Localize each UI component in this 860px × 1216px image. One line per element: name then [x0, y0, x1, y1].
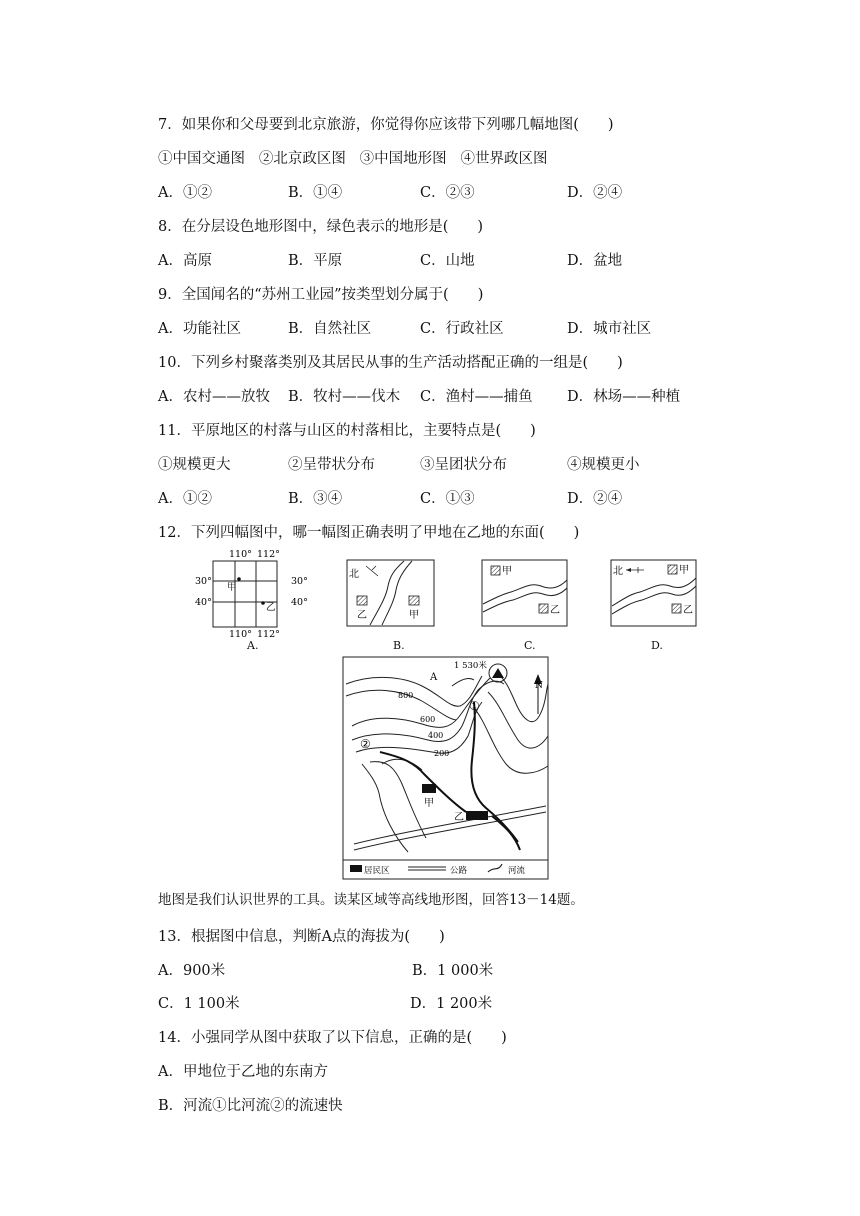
q11-option-b: B．③④: [288, 491, 343, 507]
q12-figure-a: [190, 545, 320, 653]
q7-option-c: C．②③: [420, 185, 475, 201]
q9-stem: 9．全国闻名的“苏州工业园”按类型划分属于( ): [158, 287, 484, 303]
q13-option-a: A．900米: [158, 963, 226, 979]
fig-d-caption: D.: [651, 639, 663, 652]
q7-option-d: D．②④: [567, 185, 623, 201]
contour-point-a: A: [430, 672, 438, 683]
q12-stem: 12．下列四幅图中，哪一幅图正确表明了甲地在乙地的东面( ): [158, 525, 580, 541]
q12-figure-d: [610, 558, 700, 628]
q9-option-b: B．自然社区: [288, 321, 372, 337]
fig-a-lat-40-left: 40°: [195, 597, 212, 608]
fig-a-lat-30-left: 30°: [195, 576, 212, 587]
contour-label-200: 200: [434, 749, 450, 758]
q7-item: ④世界政区图: [460, 151, 548, 167]
contour-label-600: 600: [420, 715, 436, 724]
river-label-2: ②: [360, 737, 371, 751]
fig-d-north: 北: [613, 566, 623, 577]
river-label-1: ①: [469, 699, 480, 713]
q11-option-a: A．①②: [158, 491, 212, 507]
q10-option-d: D．林场——种植: [567, 389, 681, 405]
fig-a-lon-112-top: 112°: [257, 549, 280, 560]
q10-option-a: A．农村——放牧: [158, 389, 270, 405]
legend-road: 公路: [450, 866, 468, 876]
q10-option-c: C．渔村——捕鱼: [420, 389, 533, 405]
q13-option-c: C．1 100米: [158, 996, 240, 1012]
q7-option-b: B．①④: [288, 185, 343, 201]
q9-option-a: A．功能社区: [158, 321, 241, 337]
fig-a-lon-110-bottom: 110°: [229, 629, 252, 640]
q7-items: [158, 147, 547, 168]
fig-c-jia: 甲: [502, 566, 512, 577]
q14-stem: 14．小强同学从图中获取了以下信息，正确的是( ): [158, 1030, 507, 1046]
fig-a-lon-110-top: 110°: [229, 549, 252, 560]
q8-stem: 8．在分层设色地形图中，绿色表示的地形是( ): [158, 219, 484, 235]
fig-b-jia: 甲: [409, 610, 419, 621]
fig-a-yi: 乙: [266, 602, 276, 613]
q13-option-d: D．1 200米: [410, 996, 493, 1012]
contour-jia: 甲: [424, 798, 434, 809]
fig-c-caption: C.: [524, 639, 536, 652]
contour-label-800: 800: [398, 691, 414, 700]
contour-label-400: 400: [428, 731, 444, 740]
q8-option-d: D．盆地: [567, 253, 623, 269]
contour-north: N: [535, 681, 543, 691]
fig-b-north: 北: [349, 569, 359, 580]
fig-a-lat-30-right: 30°: [291, 576, 308, 587]
q11-item: ②呈带状分布: [288, 457, 375, 473]
contour-yi: 乙: [454, 812, 464, 823]
q8-option-c: C．山地: [420, 253, 475, 269]
legend-settlement: 居民区: [364, 866, 390, 876]
q7-item: ②北京政区图: [258, 151, 346, 167]
q7-option-a: A．①②: [158, 185, 212, 201]
q8-option-b: B．平原: [288, 253, 343, 269]
q10-option-b: B．牧村——伐木: [288, 389, 401, 405]
fig-d-jia: 甲: [679, 565, 689, 576]
fig-a-jia: 甲: [227, 582, 237, 593]
fig-a-caption: A.: [247, 639, 259, 652]
q14-option-b: B．河流①比河流②的流速快: [158, 1098, 343, 1114]
contour-peak-label: 1 530米: [454, 661, 487, 671]
q11-item: ③呈团状分布: [420, 457, 507, 473]
q12-figure-b: [346, 558, 436, 628]
fig-a-lat-40-right: 40°: [291, 597, 308, 608]
fig-c-yi: 乙: [550, 605, 560, 616]
fig-b-caption: B.: [393, 639, 405, 652]
q11-item: ①规模更大: [158, 457, 231, 473]
q11-option-d: D．②④: [567, 491, 623, 507]
q9-option-d: D．城市社区: [567, 321, 652, 337]
fig-b-yi: 乙: [357, 610, 367, 621]
legend-river: 河流: [508, 866, 526, 876]
q8-option-a: A．高原: [158, 253, 212, 269]
q13-option-b: B．1 000米: [412, 963, 494, 979]
fig-a-lon-112-bottom: 112°: [257, 629, 280, 640]
q14-option-a: A．甲地位于乙地的东南方: [158, 1064, 328, 1080]
q11-stem: 11．平原地区的村落与山区的村落相比，主要特点是( ): [158, 423, 536, 439]
q7-item: ①中国交通图: [158, 151, 245, 167]
fig-d-yi: 乙: [683, 605, 693, 616]
q7-stem: 7．如果你和父母要到北京旅游，你觉得你应该带下列哪几幅地图( ): [158, 117, 614, 133]
contour-map: [342, 656, 549, 880]
q13-stem: 13．根据图中信息，判断A点的海拔为( ): [158, 929, 445, 945]
q11-item: ④规模更小: [567, 457, 640, 473]
q12-figure-c: [481, 558, 571, 628]
q11-option-c: C．①③: [420, 491, 475, 507]
q9-option-c: C．行政社区: [420, 321, 504, 337]
map-intro: 地图是我们认识世界的工具。读某区域等高线地形图，回答13－14题。: [158, 892, 584, 908]
q10-stem: 10．下列乡村聚落类别及其居民从事的生产活动搭配正确的一组是( ): [158, 355, 623, 371]
q7-item: ③中国地形图: [359, 151, 447, 167]
